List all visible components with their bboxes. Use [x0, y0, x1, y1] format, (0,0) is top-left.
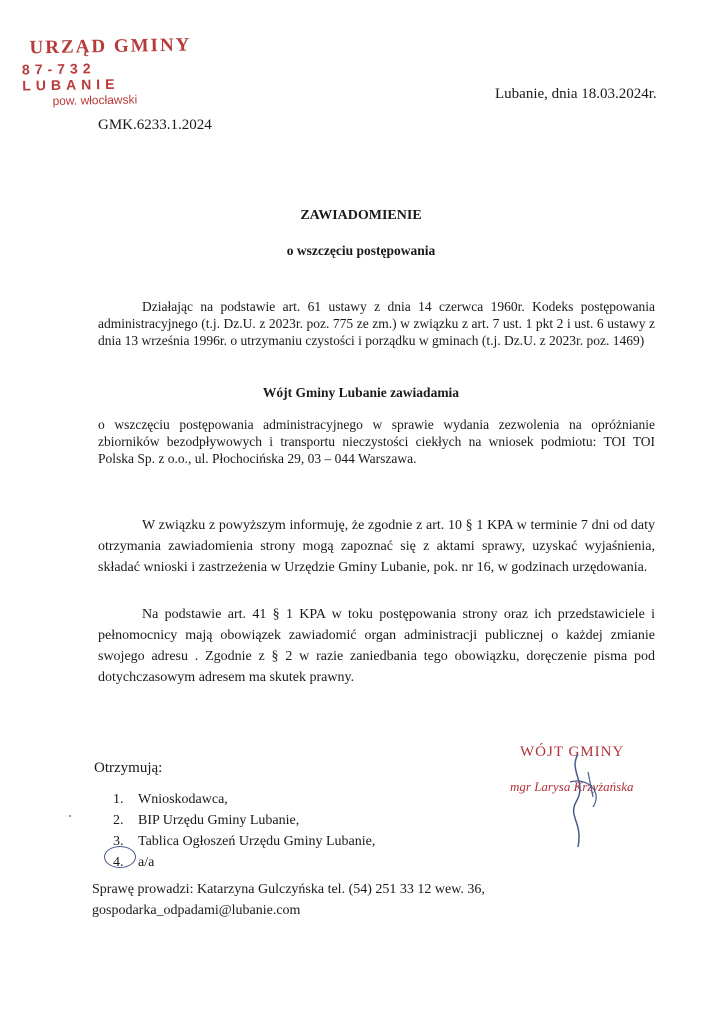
- list-item: 1. Wnioskodawca,: [113, 792, 228, 807]
- contact-email: gospodarka_odpadami@lubanie.com: [92, 903, 301, 918]
- access-info-paragraph: [98, 515, 655, 578]
- stamp-line-2: 87-732 LUBANIE: [21, 60, 120, 94]
- list-item: 4. a/a: [113, 855, 155, 870]
- list-item: 3. Tablica Ogłoszeń Urzędu Gminy Lubanie,: [113, 834, 376, 849]
- place-date: Lubanie, dnia 18.03.2024r.: [495, 86, 657, 102]
- recipients-label: Otrzymują:: [94, 760, 163, 776]
- access-info-text: W związku z powyższym informuję, że zgodnie z art. 10 § 1 KPA w terminie 7 dni od daty otrzymania zawiadomienia strony mogą zapoznać się z aktami sprawy, uzyskać wyjaśnienia, składać wnioski i zastrzeżenia w Urzędzie Gminy Lubanie, pok. nr 16, w godzinach urzędowania.: [98, 518, 655, 575]
- recipients-list: [113, 789, 375, 873]
- signature-name: mgr Larysa Krzyżańska: [510, 779, 634, 794]
- document-subtitle: o wszczęciu postępowania: [286, 243, 436, 258]
- address-change-paragraph: [98, 604, 655, 688]
- wojt-heading: Wójt Gminy Lubanie zawiadamia: [262, 385, 460, 400]
- stamp-line-1: URZĄD GMINY: [29, 34, 192, 59]
- handwritten-signature: [548, 752, 618, 852]
- legal-basis-text: Działając na podstawie art. 61 ustawy z dnia 14 czerwca 1960r. Kodeks postępowania administracyjnego (t.j. Dz.U. z 2023r. poz. 775 ze zm.) w związku z art. 7 ust. 1 pkt 2 i ust. 6 ustawy z dnia 13 września 1996r. o utrzymaniu czystości i porządku w gminach (t.j. Dz.U. z 2023r. poz. 1469): [98, 299, 655, 348]
- document-title: ZAWIADOMIENIE: [300, 208, 422, 223]
- handwritten-circle-mark: [104, 846, 136, 868]
- notice-paragraph: o wszczęciu postępowania administracyjnego w sprawie wydania zezwolenia na opróżnianie zbiorników bezodpływowych i transportu nieczystości ciekłych na wniosek podmiotu: TOI TOI Polska Sp. z o.o., ul. Płochocińska 29, 03 – 044 Warszawa.: [98, 417, 655, 466]
- office-stamp: [21, 35, 192, 109]
- address-change-text: Na podstawie art. 41 § 1 KPA w toku postępowania strony oraz ich przedstawiciele i pełnomocnicy mają obowiązek zawiadomić organ administracji publicznej o każdej zmianie swojego adresu . Zgodnie z § 2 w razie zaniedbania tego obowiązku, doręczenie pisma pod dotychczasowym adresem ma skutek prawny.: [98, 607, 655, 685]
- reference-number: GMK.6233.1.2024: [98, 117, 212, 133]
- scan-speck: [69, 815, 71, 817]
- signature-title: WÓJT GMINY: [520, 744, 625, 760]
- legal-basis-paragraph: [98, 298, 655, 349]
- stamp-line-3: pow. włocławski: [52, 92, 138, 108]
- list-item: 2. BIP Urzędu Gminy Lubanie,: [113, 813, 300, 828]
- contact-info: [92, 879, 485, 921]
- contact-line-1: Sprawę prowadzi: Katarzyna Gulczyńska tel. (54) 251 33 12 wew. 36,: [92, 882, 485, 897]
